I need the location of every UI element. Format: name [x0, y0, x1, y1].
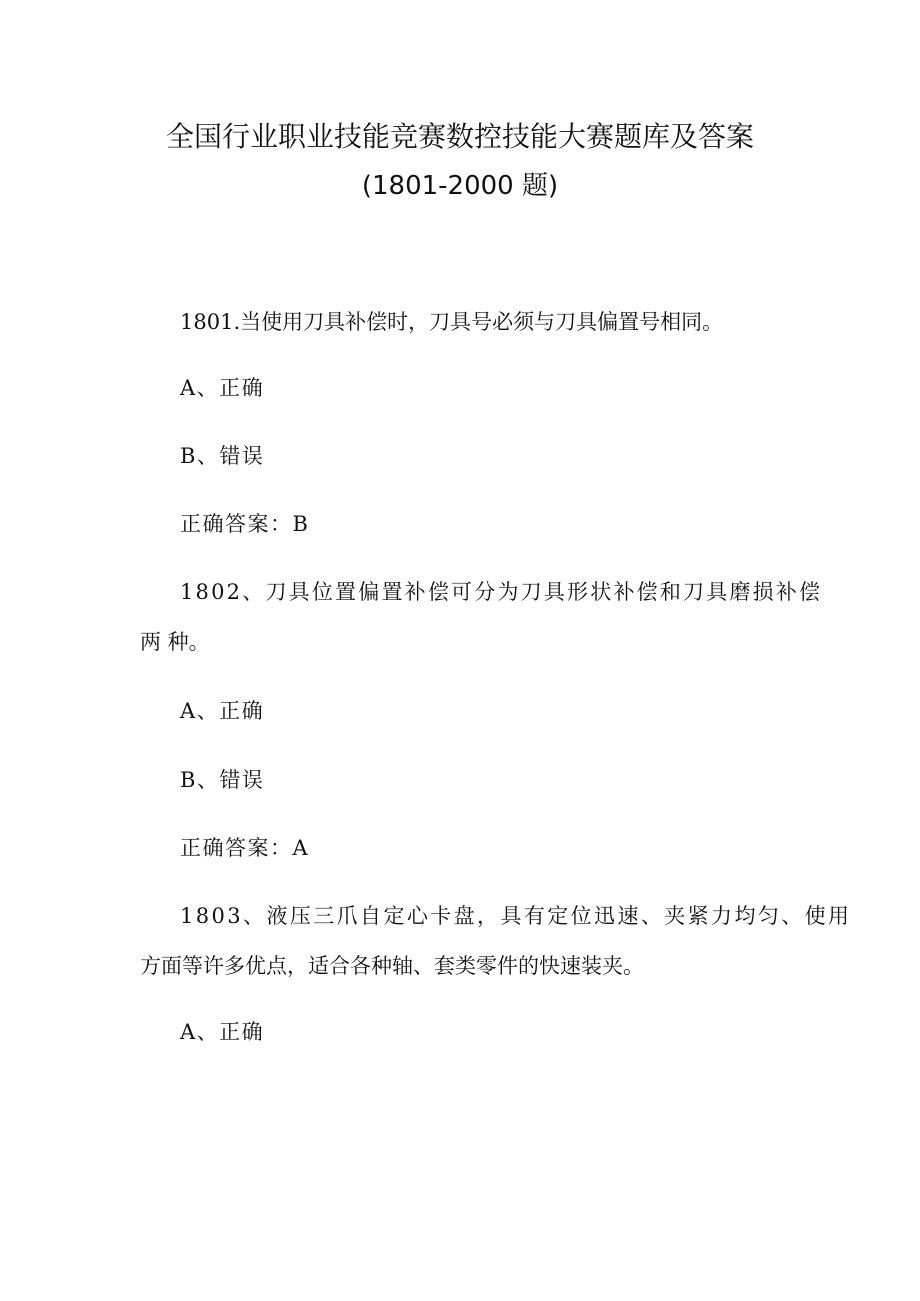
question-1801-text: 1801.当使用刀具补偿时，刀具号必须与刀具偏置号相同。	[180, 310, 724, 334]
document-title: 全国行业职业技能竞赛数控技能大赛题库及答案	[165, 120, 754, 153]
question-1802-text-line-1: 1802、刀具位置偏置补偿可分为刀具形状补偿和刀具磨损补偿	[180, 580, 823, 604]
question-1803-option-a: A、正确	[180, 1020, 265, 1044]
question-1802-text-line-2: 两 种。	[140, 630, 210, 654]
question-1801-option-a: A、正确	[180, 376, 265, 400]
question-1801-option-b: B、错误	[180, 444, 265, 468]
question-1802-answer: 正确答案：A	[180, 836, 310, 860]
question-1802-option-a: A、正确	[180, 699, 265, 723]
document-subtitle: (1801-2000 题)	[361, 171, 559, 201]
question-1803-text-line-1: 1803、液压三爪自定心卡盘，具有定位迅速、夹紧力均匀、使用	[180, 904, 852, 928]
question-1802-option-b: B、错误	[180, 768, 265, 792]
question-1803-text-line-2: 方面等许多优点，适合各种轴、套类零件的快速装夹。	[140, 954, 644, 978]
question-1801-answer: 正确答案：B	[180, 512, 310, 536]
